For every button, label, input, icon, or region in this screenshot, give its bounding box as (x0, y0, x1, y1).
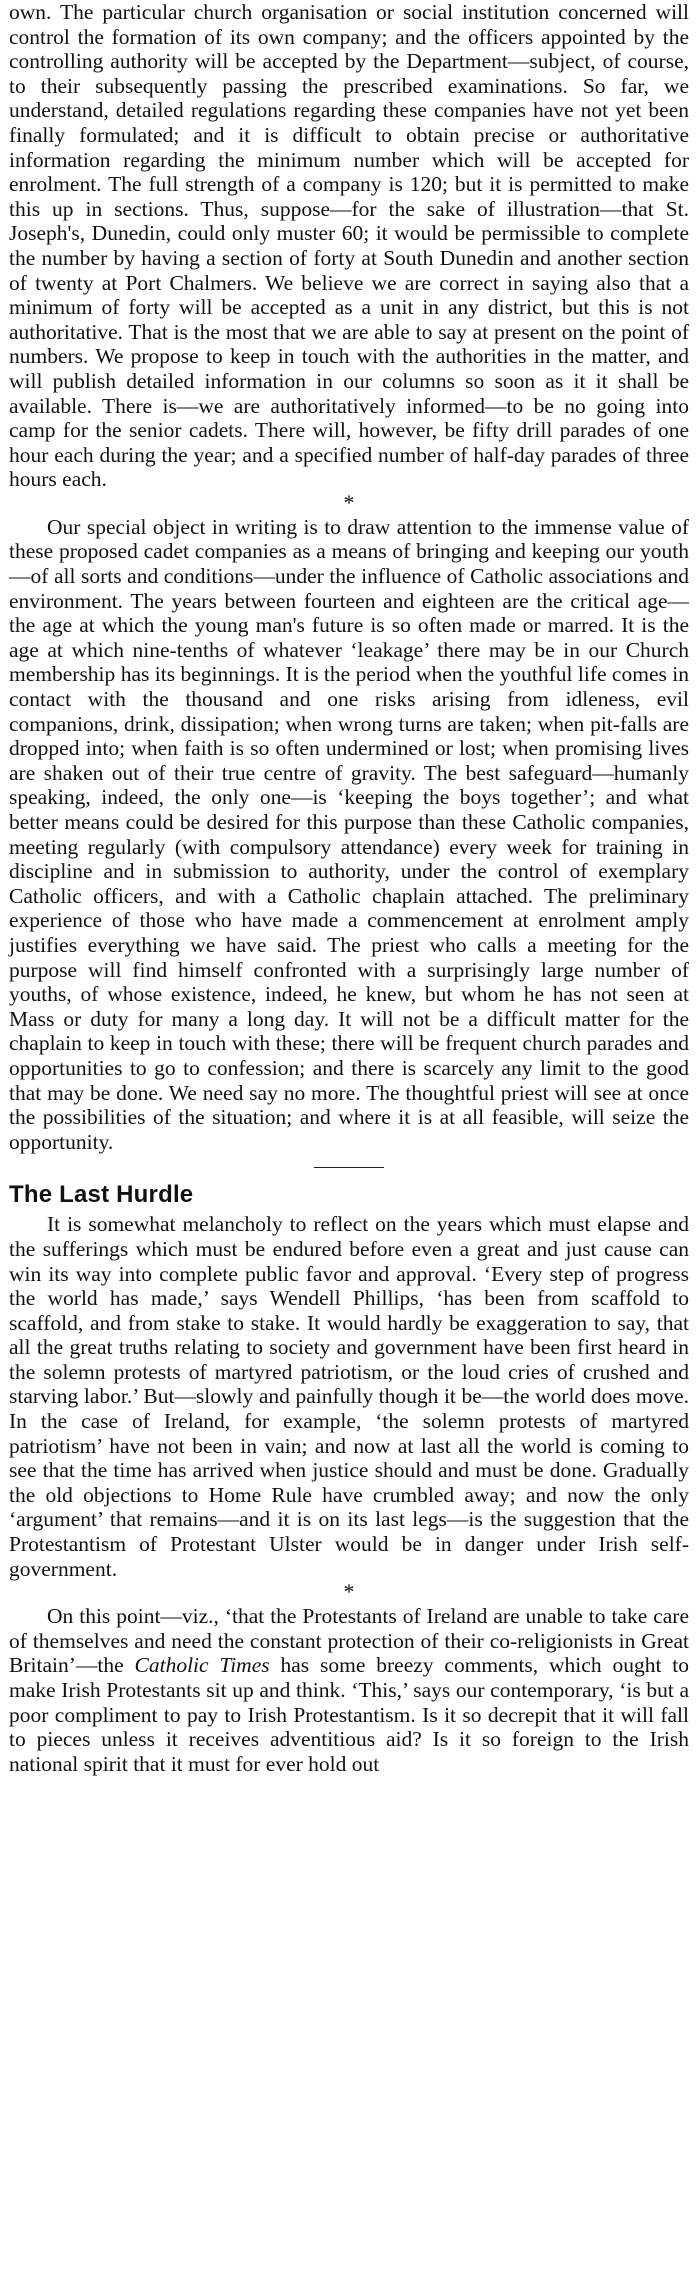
article-paragraph: own. The particular church organisation or social institution concerned will control the formation of its own company; and the officers appointed by the controlling authority will be accepted by the Department—subject, of course, to their subsequently passing the prescribed examinations. So far, we understand, detailed regulations regarding these companies have not yet been finally formulated; and it is difficult to obtain precise or authoritative information regarding the minimum number which will be accepted for enrolment. The full strength of a company is 120; but it is permitted to make this up in sections. Thus, suppose—for the sake of illustration—that St. Joseph's, Dunedin, could only muster 60; it would be permissible to complete the number by having a section of forty at South Dunedin and another section of twenty at Port Chalmers. We believe we are correct in saying also that a minimum of forty will be accepted as a unit in any district, but this is not authoritative. That is the most that we are able to say at present on the point of numbers. We propose to keep in touch with the authorities in the matter, and will publish detailed information in our columns so soon as it it shall be available. There is—we are authoritatively informed—to be no going into camp for the senior cadets. There will, however, be fifty drill parades of one hour each during the year; and a specified number of half-day parades of three hours each. (9, 0, 689, 492)
paragraph-text: has some breezy comments, which ought to make Irish Protestants sit up and think. ‘This,’ says our contemporary, ‘is but a poor compliment to pay to Irish Protestantism. Is it so decrepit that it will fall to pieces unless it receives adventitious aid? Is it so foreign to the Irish national spirit that it must for ever hold out (9, 1653, 690, 1776)
paragraph-text: On this point—viz., ‘that the Protestants of Ireland are unable to take care of themselves and need the constant protection of their co-religionists in Great Britain’—the (9, 1604, 689, 1678)
section-divider-asterisk: * (343, 489, 355, 515)
article-paragraph: It is somewhat melancholy to reflect on the years which must elapse and the sufferings which must be endured before even a great and just cause can win its way into complete public favor and approval. ‘Every step of progress the world has made,’ says Wendell Phillips, ‘has been from scaffold to scaffold, and from stake to stake. It would hardly be exaggeration to say, that all the great truths relating to society and government have been first heard in the solemn protests of martyred patriotism, or the loud cries of crushed and starving labor.’ But—slowly and painfully though it be—the world does move. In the case of Ireland, for example, ‘the solemn protests of martyred patriotism’ have not been in vain; and now at last all the world is coming to see that the time has arrived when justice should and must be done. Gradually the old objections to Home Rule have crumbled away; and now the only ‘argument’ that remains—and it is on its last legs—is the suggestion that the Protestantism of Protestant Ulster would be in danger under Irish self-government. (9, 1212, 689, 1581)
article-paragraph (9, 1604, 689, 1776)
article-heading: The Last Hurdle (9, 1181, 194, 1209)
section-rule (314, 1167, 384, 1168)
article-paragraph: Our special object in writing is to draw attention to the immense value of these proposed cadet companies as a means of bringing and keeping our youth—of all sorts and conditions—under the influence of Catholic associations and environment. The years between fourteen and eighteen are the critical age—the age at which the young man's future is so often made or marred. It is the age at which nine-tenths of whatever ‘leakage’ there may be in our Church membership has its beginnings. It is the period when the youthful life comes in contact with the thousand and one risks arising from idleness, evil companions, drink, dissipation; when wrong turns are taken; when pit-falls are dropped into; when faith is so often undermined or lost; when promising lives are shaken out of their true centre of gravity. The best safeguard—humanly speaking, indeed, the only one—is ‘keeping the boys together’; and what better means could be desired for this purpose than these Catholic companies, meeting regularly (with compulsory attendance) every week for training in discipline and in submission to authority, under the control of exemplary Catholic officers, and with a Catholic chaplain attached. The preliminary experience of those who have made a commencement at enrolment amply justifies everything we have said. The priest who calls a meeting for the purpose will find himself confronted with a surprisingly large number of youths, of whose existence, indeed, he knew, but whom he has not seen at Mass or duty for many a long day. It will not be a difficult matter for the chaplain to keep in touch with these; there will be frequent church parades and opportunities to go to confession; and there is scarcely any limit to the good that may be done. We need say no more. The thoughtful priest will see at once the possibilities of the situation; and where it is at all feasible, will seize the opportunity. (9, 514, 689, 1154)
publication-title: Catholic Times (134, 1653, 270, 1678)
section-divider-asterisk: * (343, 1579, 355, 1605)
